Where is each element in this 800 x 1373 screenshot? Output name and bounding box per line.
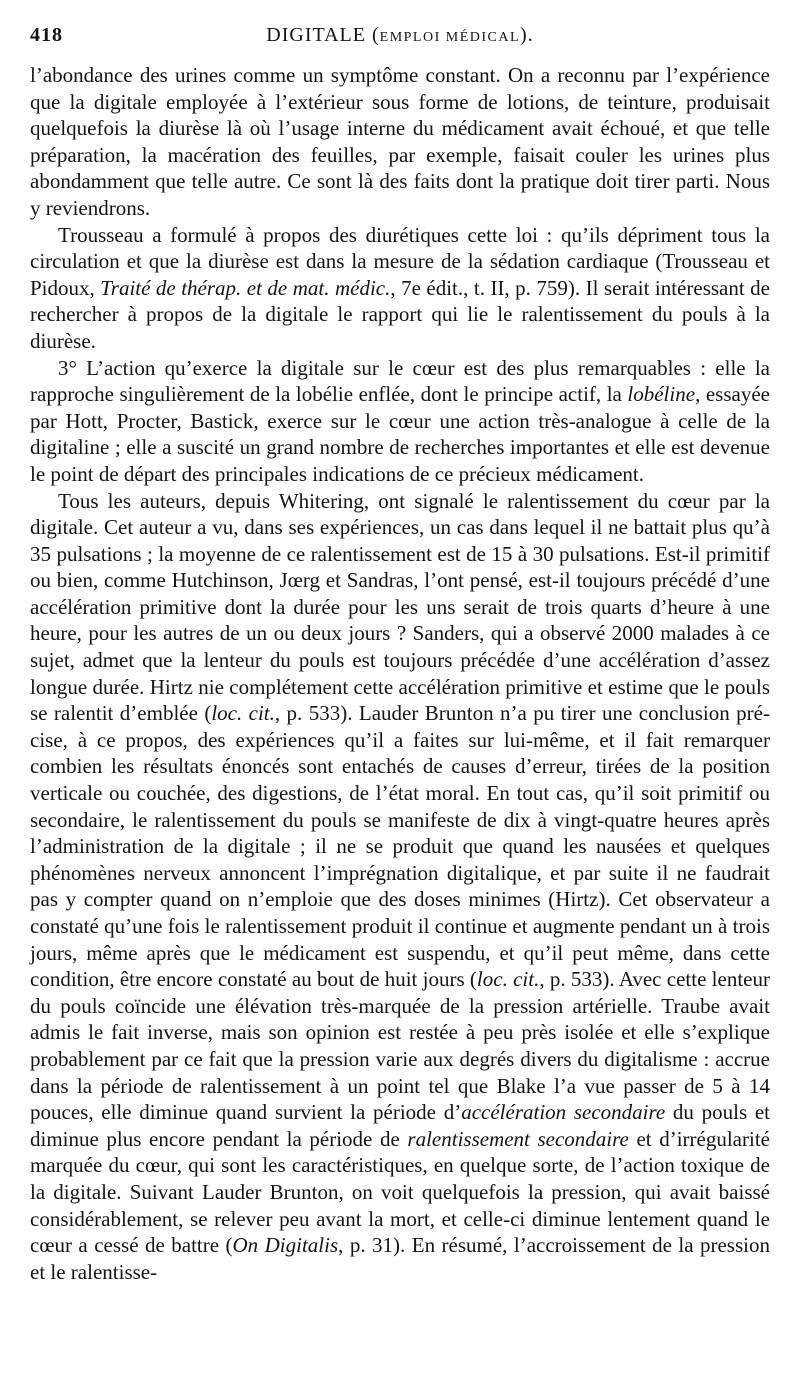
running-title-end: ). — [520, 24, 534, 46]
citation-loc-cit: loc. cit. — [211, 701, 275, 726]
term-lobeline: lobéline — [627, 382, 696, 407]
page-body — [30, 62, 770, 1285]
citation-loc-cit: loc. cit. — [476, 967, 540, 992]
paragraph-text: 3° L’action qu’exerce la digitale sur le cœur est des plus remarquables : elle la rapproche singulièrement de la lobélie enflée, dont le principe actif, la — [30, 355, 770, 407]
paragraph-text: , 7e édit., t. II, p. 759). Il serait intéressant de rechercher à propos de la digitale le rapport qui lie le ralentissement du pouls à la diurèse. — [30, 275, 770, 353]
paragraph-text: du pouls et diminue plus encore pendant la période de — [30, 1100, 770, 1151]
running-title — [30, 24, 770, 47]
running-title-main: DIGITALE ( — [266, 24, 380, 46]
paragraph-text: et d’irrégularité marquée du cœur, qui sont les caractéristiques, en quelque sorte, de l’action toxique de la digitale. Suivant Lauder Brunton, on voit quelquefois la pression, qui avait baissé considérablement, se relever peu avant la mort, et celle-ci diminue lentement quand le cœur a cessé de battre ( — [30, 1126, 770, 1258]
book-title-on-digitalis: On Digitalis — [232, 1233, 339, 1258]
running-header — [30, 24, 770, 62]
paragraph-urines — [30, 62, 770, 222]
paragraph-ralentissement — [30, 488, 770, 1286]
paragraph-text: , essayée par Hott, Procter, Bastick, exerce sur le cœur une action très-analogue à celle de la digitaline ; elle a suscité un grand nombre de recherches importantes et elle est devenue le point de départ des principales indications de ce précieux médicament. — [30, 382, 770, 486]
term-ralentissement-secondaire: ralentissement secondaire — [407, 1126, 629, 1151]
running-title-subtitle: EMPLOI MÉDICAL — [379, 30, 521, 45]
paragraph-text: , p. 533). Lauder Brunton n’a pu tirer une conclusion pré-cise, à ce propos, des expériences qu’il a faites sur lui-même, et il fait remarquer combien les résultats énoncés sont entachés de causes d’erreur, tirées de la position verticale ou couchée, des digestions, de l’état moral. En tout cas, qu’il soit primitif ou secondaire, le ralentissement du pouls se manifeste de dix à vingt-quatre heures après l’administration de la digitale ; il ne se produit que quand les nausées et quelques phénomènes nerveux annoncent l’imprégnation digitalique, et par suite il ne faudrait pas y compter quand on n’emploie que des doses minimes (Hirtz). Cet observateur a constaté qu’une fois le ralentissement produit il continue et augmente pendant un à trois jours, même après que le médicament est suspendu, et qu’il peut même, dans cette condition, être encore constaté au bout de huit jours ( — [30, 701, 770, 992]
paragraph-action-coeur — [30, 355, 770, 488]
paragraph-text: Trousseau a formulé à propos des diurétiques cette loi : qu’ils dépriment tous la circulation et que la diurèse est dans la mesure de la sédation cardiaque (Trousseau et Pidoux, — [30, 222, 770, 300]
book-page — [30, 24, 770, 1285]
paragraph-text: l’abondance des urines comme un symptôme constant. On a reconnu par l’expérience que la digitale employée à l’extérieur sous forme de lotions, de teinture, produisait quelquefois la diurèse là où l’usage interne du médicament avait échoué, et que telle préparation, la macération des feuilles, par exemple, faisait couler les urines plus abondamment que telle autre. Ce sont là des faits dont la pratique doit tirer parti. Nous y reviendrons. — [30, 63, 770, 220]
page-number: 418 — [30, 24, 63, 46]
paragraph-trousseau — [30, 222, 770, 355]
book-title: Traité de thérap. et de mat. médic. — [100, 275, 391, 300]
paragraph-text: , p. 533). Avec cette lenteur du pouls coïncide une élévation très-marquée de la pression artérielle. Traube avait admis le fait inverse, mais son opinion est restée à peu près isolée et elle s’explique probablement par ce fait que la pression varie aux degrés divers du digitalisme : accrue dans la période de ralentissement à un point tel que Blake l’a vue passer de 5 à 14 pouces, elle diminue quand survient la période d’ — [30, 967, 770, 1125]
paragraph-text: , p. 31). En résumé, l’accroissement de la pression et le ralentisse- — [30, 1233, 770, 1284]
paragraph-text: Tous les auteurs, depuis Whitering, ont signalé le ralentissement du cœur par la digitale. Cet auteur a vu, dans ses expériences, un cas dans lequel il ne battait plus qu’à 35 pulsations ; la moyenne de ce ralentissement est de 15 à 30 pulsations. Est-il primitif ou bien, comme Hutchinson, Jœrg et Sandras, l’ont pensé, est-il toujours précédé d’une accélération primitive dont la durée pour les uns serait de trois quarts d’heure à une heure, pour les autres de un ou deux jours ? Sanders, qui a observé 2000 malades à ce sujet, admet que la lenteur du pouls est toujours précédée d’une accélération d’assez longue durée. Hirtz nie complétement cette accélération primitive et estime que le pouls se ralentit d’emblée ( — [30, 488, 770, 726]
term-acceleration-secondaire: accélération secondaire — [461, 1100, 666, 1125]
